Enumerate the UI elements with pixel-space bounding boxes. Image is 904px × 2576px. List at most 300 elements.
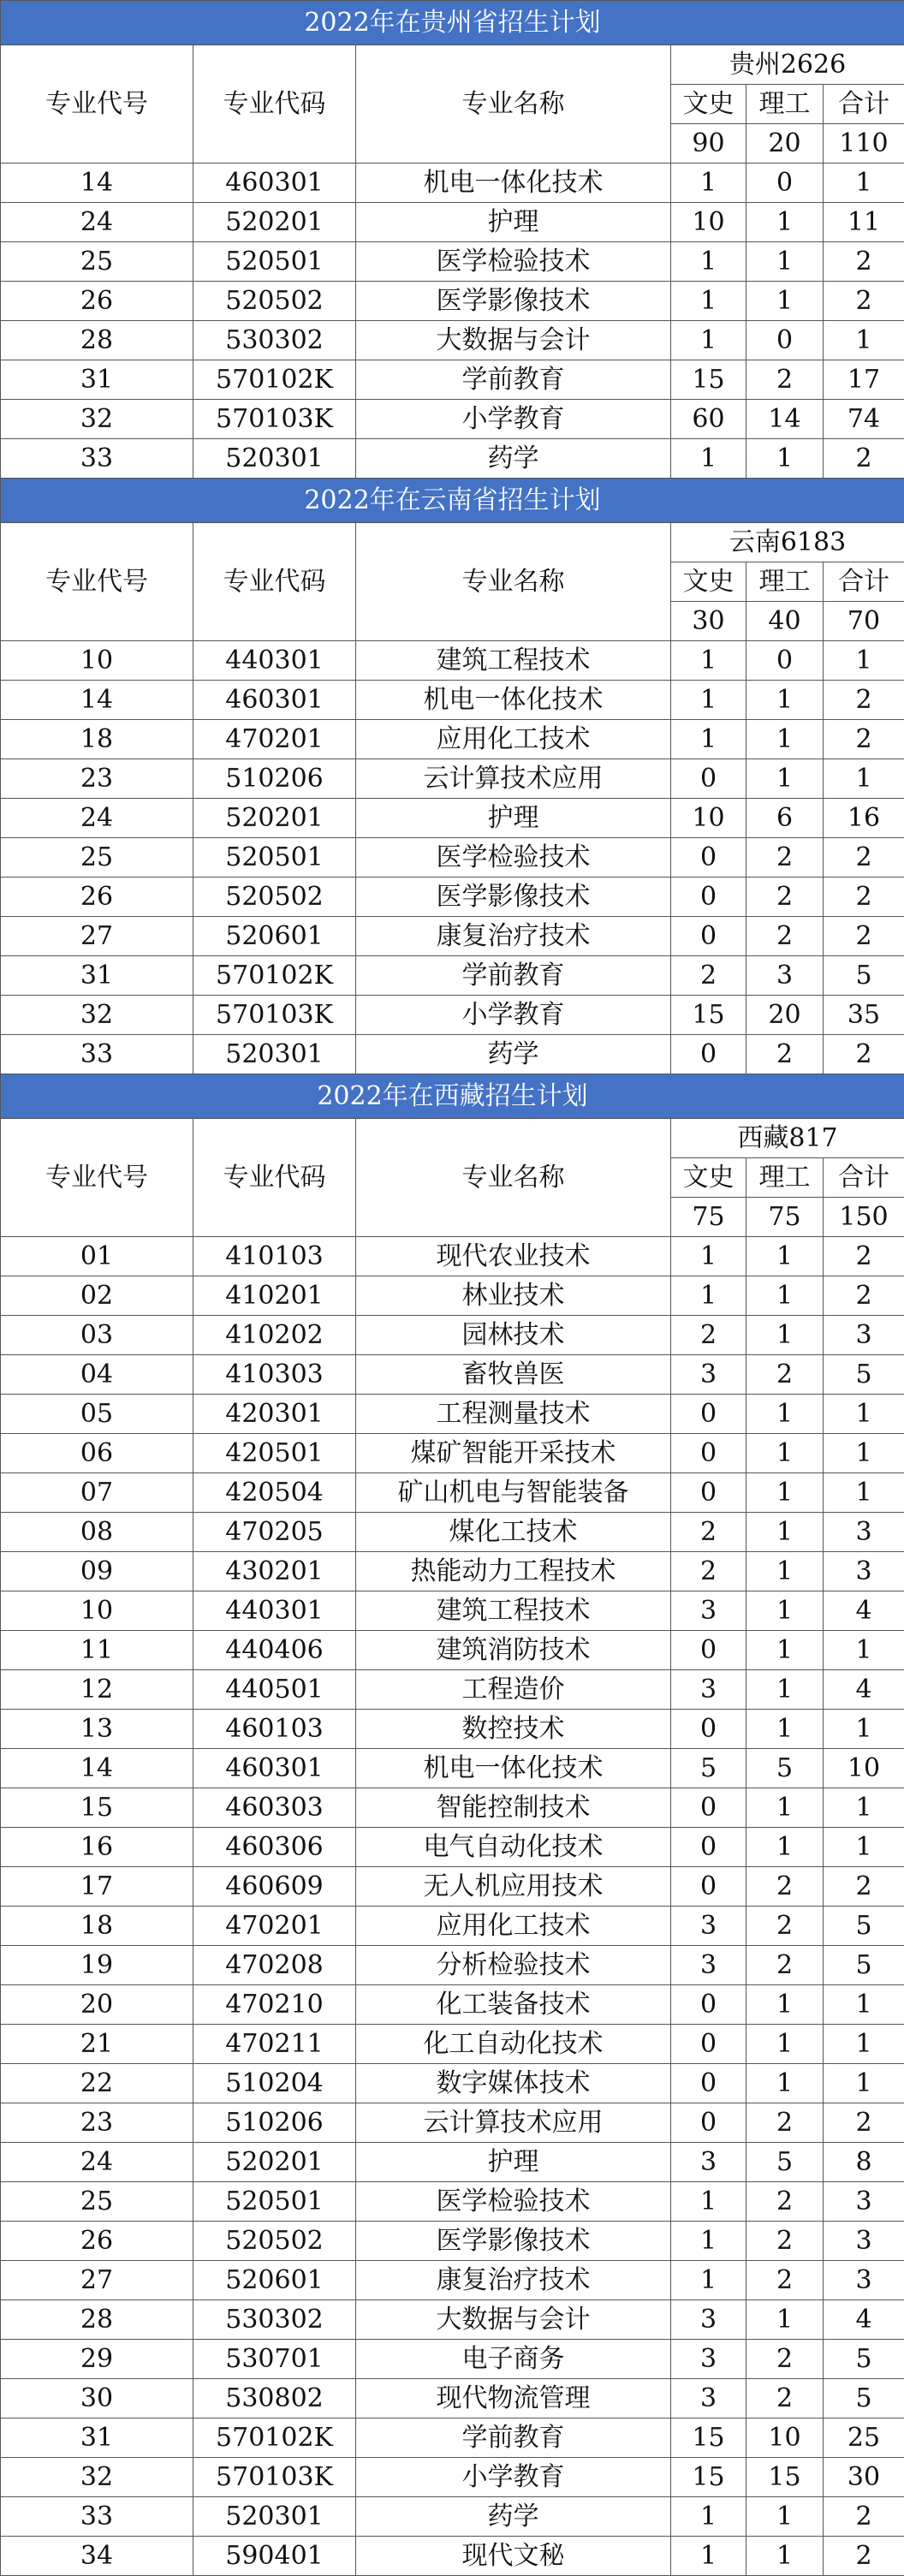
heji-cell: 1 bbox=[824, 1434, 904, 1473]
heji-cell: 2 bbox=[824, 1035, 904, 1074]
major-name-cell: 云计算技术应用 bbox=[356, 2103, 671, 2143]
major-code-cell: 520601 bbox=[193, 2261, 356, 2300]
wenshi-cell: 0 bbox=[671, 1395, 746, 1434]
table-row bbox=[1, 2537, 904, 2576]
major-code-cell: 470211 bbox=[193, 2025, 356, 2064]
heji-cell: 2 bbox=[824, 439, 904, 479]
heji-cell: 4 bbox=[824, 2300, 904, 2340]
major-name-cell: 医学检验技术 bbox=[356, 242, 671, 282]
major-name-cell: 现代物流管理 bbox=[356, 2379, 671, 2418]
major-code-cell: 410103 bbox=[193, 1237, 356, 1276]
heji-cell: 74 bbox=[824, 400, 904, 439]
table-row bbox=[1, 242, 904, 282]
major-code-cell: 440301 bbox=[193, 641, 356, 681]
total-wenshi: 30 bbox=[671, 602, 746, 641]
table-row bbox=[1, 2497, 904, 2537]
ligong-cell: 1 bbox=[746, 2064, 824, 2103]
section-banner-row bbox=[1, 479, 904, 523]
header-wenshi: 文史 bbox=[671, 562, 746, 602]
wenshi-cell: 10 bbox=[671, 203, 746, 242]
table-row bbox=[1, 2458, 904, 2497]
table-row bbox=[1, 1513, 904, 1552]
heji-cell: 5 bbox=[824, 1946, 904, 1985]
table-row bbox=[1, 1473, 904, 1513]
wenshi-cell: 0 bbox=[671, 2025, 746, 2064]
major-name-cell: 学前教育 bbox=[356, 2418, 671, 2458]
major-name-cell: 化工自动化技术 bbox=[356, 2025, 671, 2064]
wenshi-cell: 3 bbox=[671, 2300, 746, 2340]
heji-cell: 3 bbox=[824, 1513, 904, 1552]
table-row bbox=[1, 1828, 904, 1867]
major-name-cell: 园林技术 bbox=[356, 1316, 671, 1355]
major-name-cell: 学前教育 bbox=[356, 956, 671, 996]
wenshi-cell: 1 bbox=[671, 2497, 746, 2537]
major-number-cell: 14 bbox=[1, 164, 193, 203]
major-name-cell: 小学教育 bbox=[356, 2458, 671, 2497]
ligong-cell: 0 bbox=[746, 164, 824, 203]
ligong-cell: 0 bbox=[746, 321, 824, 360]
major-number-cell: 10 bbox=[1, 1591, 193, 1631]
major-number-cell: 13 bbox=[1, 1710, 193, 1749]
heji-cell: 4 bbox=[824, 1591, 904, 1631]
table-row bbox=[1, 1670, 904, 1710]
ligong-cell: 2 bbox=[746, 2340, 824, 2379]
section-title: 2022年在贵州省招生计划 bbox=[1, 1, 904, 45]
wenshi-cell: 3 bbox=[671, 1907, 746, 1946]
ligong-cell: 15 bbox=[746, 2458, 824, 2497]
major-code-cell: 460103 bbox=[193, 1710, 356, 1749]
table-row bbox=[1, 2340, 904, 2379]
heji-cell: 1 bbox=[824, 1985, 904, 2025]
wenshi-cell: 1 bbox=[671, 282, 746, 321]
major-number-cell: 26 bbox=[1, 2222, 193, 2261]
major-code-cell: 460301 bbox=[193, 164, 356, 203]
major-number-cell: 27 bbox=[1, 917, 193, 956]
header-major-number: 专业代号 bbox=[1, 523, 193, 641]
major-code-cell: 470201 bbox=[193, 720, 356, 759]
ligong-cell: 2 bbox=[746, 360, 824, 400]
major-number-cell: 29 bbox=[1, 2340, 193, 2379]
ligong-cell: 2 bbox=[746, 1355, 824, 1395]
major-code-cell: 470208 bbox=[193, 1946, 356, 1985]
wenshi-cell: 15 bbox=[671, 360, 746, 400]
wenshi-cell: 0 bbox=[671, 1788, 746, 1828]
major-name-cell: 护理 bbox=[356, 799, 671, 838]
wenshi-cell: 1 bbox=[671, 1237, 746, 1276]
ligong-cell: 2 bbox=[746, 838, 824, 878]
ligong-cell: 14 bbox=[746, 400, 824, 439]
table-row bbox=[1, 2103, 904, 2143]
major-code-cell: 510206 bbox=[193, 2103, 356, 2143]
table-row bbox=[1, 2300, 904, 2340]
major-code-cell: 520501 bbox=[193, 2182, 356, 2222]
header-heji: 合计 bbox=[824, 1158, 904, 1198]
ligong-cell: 2 bbox=[746, 1035, 824, 1074]
total-heji: 70 bbox=[824, 602, 904, 641]
major-name-cell: 煤矿智能开采技术 bbox=[356, 1434, 671, 1473]
major-number-cell: 33 bbox=[1, 439, 193, 479]
header-major-name: 专业名称 bbox=[356, 523, 671, 641]
ligong-cell: 1 bbox=[746, 2025, 824, 2064]
ligong-cell: 2 bbox=[746, 1867, 824, 1907]
wenshi-cell: 0 bbox=[671, 1867, 746, 1907]
table-row bbox=[1, 2418, 904, 2458]
wenshi-cell: 0 bbox=[671, 2064, 746, 2103]
wenshi-cell: 1 bbox=[671, 681, 746, 720]
section-banner-row bbox=[1, 1074, 904, 1119]
major-name-cell: 林业技术 bbox=[356, 1276, 671, 1316]
major-code-cell: 530802 bbox=[193, 2379, 356, 2418]
ligong-cell: 1 bbox=[746, 1710, 824, 1749]
wenshi-cell: 0 bbox=[671, 2103, 746, 2143]
major-code-cell: 570103K bbox=[193, 2458, 356, 2497]
table-row bbox=[1, 838, 904, 878]
major-name-cell: 现代文秘 bbox=[356, 2537, 671, 2576]
major-code-cell: 520301 bbox=[193, 439, 356, 479]
header-row bbox=[1, 45, 904, 85]
table-row bbox=[1, 2222, 904, 2261]
heji-cell: 16 bbox=[824, 799, 904, 838]
ligong-cell: 6 bbox=[746, 799, 824, 838]
table-row bbox=[1, 878, 904, 917]
major-code-cell: 520201 bbox=[193, 799, 356, 838]
header-major-name: 专业名称 bbox=[356, 1119, 671, 1237]
major-number-cell: 24 bbox=[1, 203, 193, 242]
heji-cell: 2 bbox=[824, 282, 904, 321]
major-number-cell: 03 bbox=[1, 1316, 193, 1355]
table-row bbox=[1, 2379, 904, 2418]
ligong-cell: 2 bbox=[746, 2261, 824, 2300]
header-major-code: 专业代码 bbox=[193, 45, 356, 164]
major-number-cell: 14 bbox=[1, 681, 193, 720]
wenshi-cell: 0 bbox=[671, 878, 746, 917]
ligong-cell: 1 bbox=[746, 1434, 824, 1473]
wenshi-cell: 5 bbox=[671, 1749, 746, 1788]
heji-cell: 1 bbox=[824, 321, 904, 360]
ligong-cell: 2 bbox=[746, 917, 824, 956]
major-number-cell: 31 bbox=[1, 2418, 193, 2458]
ligong-cell: 1 bbox=[746, 242, 824, 282]
major-name-cell: 机电一体化技术 bbox=[356, 681, 671, 720]
major-name-cell: 数控技术 bbox=[356, 1710, 671, 1749]
major-number-cell: 25 bbox=[1, 242, 193, 282]
wenshi-cell: 0 bbox=[671, 759, 746, 799]
wenshi-cell: 3 bbox=[671, 1670, 746, 1710]
major-name-cell: 大数据与会计 bbox=[356, 2300, 671, 2340]
ligong-cell: 5 bbox=[746, 2143, 824, 2182]
major-name-cell: 药学 bbox=[356, 1035, 671, 1074]
major-code-cell: 510204 bbox=[193, 2064, 356, 2103]
heji-cell: 5 bbox=[824, 2379, 904, 2418]
heji-cell: 5 bbox=[824, 1355, 904, 1395]
heji-cell: 2 bbox=[824, 681, 904, 720]
header-heji: 合计 bbox=[824, 85, 904, 124]
major-number-cell: 26 bbox=[1, 282, 193, 321]
major-number-cell: 31 bbox=[1, 360, 193, 400]
ligong-cell: 20 bbox=[746, 996, 824, 1035]
ligong-cell: 1 bbox=[746, 282, 824, 321]
major-name-cell: 建筑工程技术 bbox=[356, 1591, 671, 1631]
heji-cell: 2 bbox=[824, 1237, 904, 1276]
major-name-cell: 医学影像技术 bbox=[356, 2222, 671, 2261]
heji-cell: 3 bbox=[824, 2182, 904, 2222]
table-row bbox=[1, 956, 904, 996]
major-code-cell: 420501 bbox=[193, 1434, 356, 1473]
ligong-cell: 2 bbox=[746, 2182, 824, 2222]
major-number-cell: 25 bbox=[1, 2182, 193, 2222]
major-name-cell: 康复治疗技术 bbox=[356, 917, 671, 956]
major-number-cell: 27 bbox=[1, 2261, 193, 2300]
wenshi-cell: 10 bbox=[671, 799, 746, 838]
heji-cell: 1 bbox=[824, 1788, 904, 1828]
major-number-cell: 15 bbox=[1, 1788, 193, 1828]
heji-cell: 1 bbox=[824, 164, 904, 203]
major-code-cell: 460301 bbox=[193, 681, 356, 720]
header-heji: 合计 bbox=[824, 562, 904, 602]
ligong-cell: 1 bbox=[746, 1985, 824, 2025]
section-title: 2022年在云南省招生计划 bbox=[1, 479, 904, 523]
major-name-cell: 护理 bbox=[356, 2143, 671, 2182]
major-number-cell: 20 bbox=[1, 1985, 193, 2025]
header-ligong: 理工 bbox=[746, 562, 824, 602]
heji-cell: 2 bbox=[824, 242, 904, 282]
header-wenshi: 文史 bbox=[671, 85, 746, 124]
major-code-cell: 440501 bbox=[193, 1670, 356, 1710]
major-code-cell: 460306 bbox=[193, 1828, 356, 1867]
wenshi-cell: 3 bbox=[671, 1355, 746, 1395]
major-number-cell: 31 bbox=[1, 956, 193, 996]
major-number-cell: 11 bbox=[1, 1631, 193, 1670]
wenshi-cell: 0 bbox=[671, 1473, 746, 1513]
major-number-cell: 16 bbox=[1, 1828, 193, 1867]
ligong-cell: 10 bbox=[746, 2418, 824, 2458]
total-heji: 110 bbox=[824, 124, 904, 164]
major-code-cell: 570103K bbox=[193, 400, 356, 439]
major-name-cell: 机电一体化技术 bbox=[356, 1749, 671, 1788]
table-row bbox=[1, 759, 904, 799]
major-code-cell: 460301 bbox=[193, 1749, 356, 1788]
table-row bbox=[1, 1552, 904, 1591]
major-name-cell: 药学 bbox=[356, 2497, 671, 2537]
heji-cell: 3 bbox=[824, 1316, 904, 1355]
total-heji: 150 bbox=[824, 1198, 904, 1237]
wenshi-cell: 1 bbox=[671, 321, 746, 360]
table-row bbox=[1, 799, 904, 838]
table-row bbox=[1, 400, 904, 439]
major-number-cell: 25 bbox=[1, 838, 193, 878]
wenshi-cell: 1 bbox=[671, 2222, 746, 2261]
heji-cell: 10 bbox=[824, 1749, 904, 1788]
major-code-cell: 410202 bbox=[193, 1316, 356, 1355]
ligong-cell: 0 bbox=[746, 641, 824, 681]
major-name-cell: 热能动力工程技术 bbox=[356, 1552, 671, 1591]
region-quota-label: 云南6183 bbox=[671, 523, 904, 562]
heji-cell: 5 bbox=[824, 956, 904, 996]
wenshi-cell: 1 bbox=[671, 2261, 746, 2300]
wenshi-cell: 0 bbox=[671, 917, 746, 956]
major-name-cell: 小学教育 bbox=[356, 996, 671, 1035]
table-row bbox=[1, 2064, 904, 2103]
ligong-cell: 2 bbox=[746, 2379, 824, 2418]
table-row bbox=[1, 641, 904, 681]
table-row bbox=[1, 1316, 904, 1355]
heji-cell: 2 bbox=[824, 838, 904, 878]
ligong-cell: 1 bbox=[746, 2537, 824, 2576]
heji-cell: 3 bbox=[824, 2261, 904, 2300]
major-code-cell: 410303 bbox=[193, 1355, 356, 1395]
ligong-cell: 1 bbox=[746, 203, 824, 242]
major-number-cell: 28 bbox=[1, 2300, 193, 2340]
header-major-code: 专业代码 bbox=[193, 1119, 356, 1237]
table-row bbox=[1, 360, 904, 400]
major-code-cell: 570103K bbox=[193, 996, 356, 1035]
major-name-cell: 医学检验技术 bbox=[356, 2182, 671, 2222]
ligong-cell: 2 bbox=[746, 1907, 824, 1946]
ligong-cell: 5 bbox=[746, 1749, 824, 1788]
table-row bbox=[1, 1749, 904, 1788]
major-code-cell: 530302 bbox=[193, 321, 356, 360]
wenshi-cell: 0 bbox=[671, 1035, 746, 1074]
wenshi-cell: 3 bbox=[671, 2340, 746, 2379]
ligong-cell: 1 bbox=[746, 1473, 824, 1513]
heji-cell: 2 bbox=[824, 2497, 904, 2537]
major-code-cell: 520501 bbox=[193, 838, 356, 878]
ligong-cell: 2 bbox=[746, 2222, 824, 2261]
table-row bbox=[1, 2143, 904, 2182]
table-row bbox=[1, 2182, 904, 2222]
major-number-cell: 10 bbox=[1, 641, 193, 681]
wenshi-cell: 3 bbox=[671, 1946, 746, 1985]
major-name-cell: 药学 bbox=[356, 439, 671, 479]
major-code-cell: 570102K bbox=[193, 956, 356, 996]
wenshi-cell: 2 bbox=[671, 1316, 746, 1355]
heji-cell: 2 bbox=[824, 720, 904, 759]
major-number-cell: 32 bbox=[1, 2458, 193, 2497]
major-name-cell: 煤化工技术 bbox=[356, 1513, 671, 1552]
ligong-cell: 1 bbox=[746, 759, 824, 799]
major-code-cell: 570102K bbox=[193, 2418, 356, 2458]
major-number-cell: 09 bbox=[1, 1552, 193, 1591]
header-major-number: 专业代号 bbox=[1, 1119, 193, 1237]
major-code-cell: 510206 bbox=[193, 759, 356, 799]
heji-cell: 2 bbox=[824, 1867, 904, 1907]
ligong-cell: 1 bbox=[746, 681, 824, 720]
heji-cell: 1 bbox=[824, 1631, 904, 1670]
major-number-cell: 18 bbox=[1, 1907, 193, 1946]
ligong-cell: 1 bbox=[746, 1828, 824, 1867]
major-number-cell: 33 bbox=[1, 1035, 193, 1074]
header-ligong: 理工 bbox=[746, 85, 824, 124]
major-number-cell: 28 bbox=[1, 321, 193, 360]
major-name-cell: 畜牧兽医 bbox=[356, 1355, 671, 1395]
header-major-code: 专业代码 bbox=[193, 523, 356, 641]
ligong-cell: 1 bbox=[746, 439, 824, 479]
wenshi-cell: 2 bbox=[671, 1552, 746, 1591]
major-code-cell: 520501 bbox=[193, 242, 356, 282]
major-name-cell: 应用化工技术 bbox=[356, 1907, 671, 1946]
major-number-cell: 18 bbox=[1, 720, 193, 759]
table-row bbox=[1, 1946, 904, 1985]
major-name-cell: 工程造价 bbox=[356, 1670, 671, 1710]
ligong-cell: 1 bbox=[746, 1788, 824, 1828]
table-row bbox=[1, 1788, 904, 1828]
major-code-cell: 470210 bbox=[193, 1985, 356, 2025]
ligong-cell: 1 bbox=[746, 2497, 824, 2537]
major-name-cell: 数字媒体技术 bbox=[356, 2064, 671, 2103]
major-code-cell: 520502 bbox=[193, 878, 356, 917]
wenshi-cell: 1 bbox=[671, 242, 746, 282]
wenshi-cell: 0 bbox=[671, 1985, 746, 2025]
wenshi-cell: 15 bbox=[671, 996, 746, 1035]
major-name-cell: 化工装备技术 bbox=[356, 1985, 671, 2025]
major-name-cell: 医学影像技术 bbox=[356, 878, 671, 917]
major-code-cell: 520301 bbox=[193, 2497, 356, 2537]
wenshi-cell: 1 bbox=[671, 720, 746, 759]
heji-cell: 1 bbox=[824, 1395, 904, 1434]
major-number-cell: 24 bbox=[1, 799, 193, 838]
wenshi-cell: 1 bbox=[671, 641, 746, 681]
major-code-cell: 470205 bbox=[193, 1513, 356, 1552]
major-number-cell: 05 bbox=[1, 1395, 193, 1434]
ligong-cell: 2 bbox=[746, 1946, 824, 1985]
header-row bbox=[1, 523, 904, 562]
major-name-cell: 智能控制技术 bbox=[356, 1788, 671, 1828]
major-name-cell: 护理 bbox=[356, 203, 671, 242]
table-row bbox=[1, 917, 904, 956]
total-ligong: 40 bbox=[746, 602, 824, 641]
major-name-cell: 建筑消防技术 bbox=[356, 1631, 671, 1670]
heji-cell: 1 bbox=[824, 1710, 904, 1749]
major-number-cell: 21 bbox=[1, 2025, 193, 2064]
ligong-cell: 1 bbox=[746, 1513, 824, 1552]
table-row bbox=[1, 2025, 904, 2064]
wenshi-cell: 3 bbox=[671, 2143, 746, 2182]
ligong-cell: 1 bbox=[746, 1276, 824, 1316]
table-row bbox=[1, 2261, 904, 2300]
ligong-cell: 1 bbox=[746, 1631, 824, 1670]
major-code-cell: 570102K bbox=[193, 360, 356, 400]
wenshi-cell: 1 bbox=[671, 2537, 746, 2576]
major-number-cell: 07 bbox=[1, 1473, 193, 1513]
major-number-cell: 17 bbox=[1, 1867, 193, 1907]
major-number-cell: 26 bbox=[1, 878, 193, 917]
major-name-cell: 现代农业技术 bbox=[356, 1237, 671, 1276]
major-number-cell: 33 bbox=[1, 2497, 193, 2537]
major-code-cell: 530701 bbox=[193, 2340, 356, 2379]
wenshi-cell: 0 bbox=[671, 1710, 746, 1749]
major-name-cell: 小学教育 bbox=[356, 400, 671, 439]
major-code-cell: 420301 bbox=[193, 1395, 356, 1434]
table-row bbox=[1, 1867, 904, 1907]
heji-cell: 1 bbox=[824, 759, 904, 799]
major-name-cell: 工程测量技术 bbox=[356, 1395, 671, 1434]
major-code-cell: 590401 bbox=[193, 2537, 356, 2576]
heji-cell: 2 bbox=[824, 878, 904, 917]
wenshi-cell: 3 bbox=[671, 2379, 746, 2418]
table-row bbox=[1, 720, 904, 759]
wenshi-cell: 15 bbox=[671, 2418, 746, 2458]
ligong-cell: 1 bbox=[746, 1591, 824, 1631]
heji-cell: 11 bbox=[824, 203, 904, 242]
heji-cell: 1 bbox=[824, 2064, 904, 2103]
table-row bbox=[1, 1237, 904, 1276]
heji-cell: 2 bbox=[824, 2103, 904, 2143]
major-code-cell: 520201 bbox=[193, 203, 356, 242]
major-name-cell: 电气自动化技术 bbox=[356, 1828, 671, 1867]
table-row bbox=[1, 1710, 904, 1749]
major-name-cell: 康复治疗技术 bbox=[356, 2261, 671, 2300]
header-row bbox=[1, 1119, 904, 1158]
